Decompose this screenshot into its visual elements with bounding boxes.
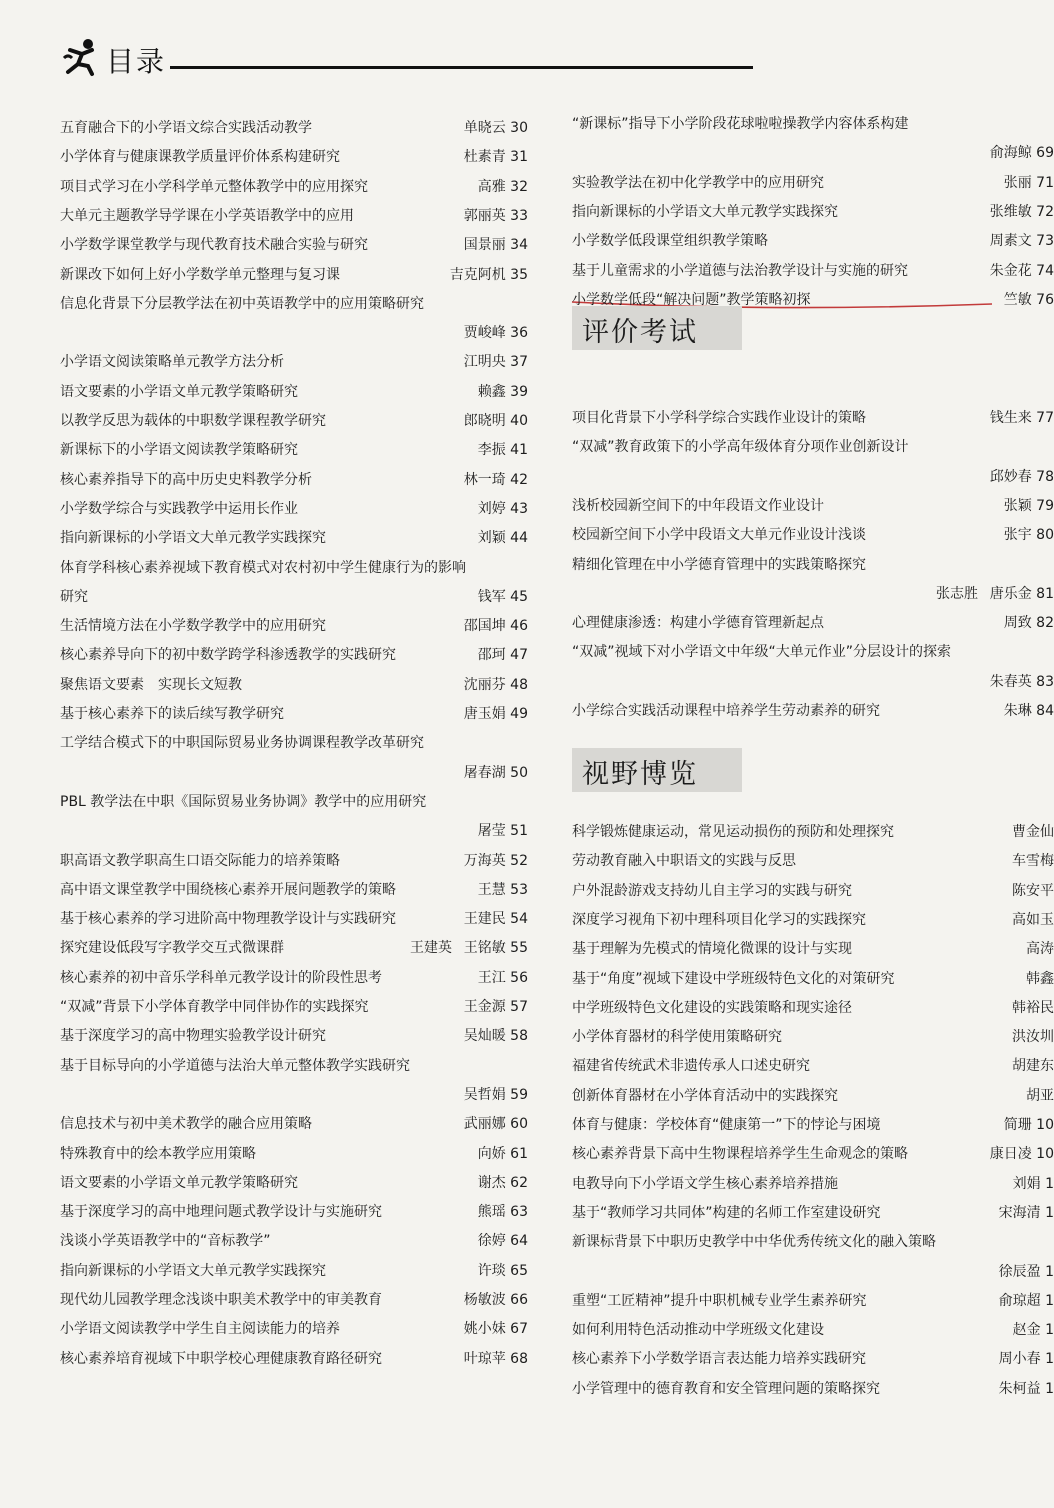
entry-title: 工学结合模式下的中职国际贸易业务协调课程教学改革研究	[60, 735, 424, 752]
entry-author-page: 王金源 57	[463, 999, 528, 1015]
entry-author-page: 郭丽英 33	[463, 207, 528, 224]
toc-entry	[572, 1347, 1054, 1371]
entry-author-page: 熊瑶 63	[477, 1204, 528, 1221]
entry-author-page: 王铭敏 55	[463, 940, 528, 957]
entry-title: 体育学科核心素养视域下教育模式对农村初中学生健康行为的影响	[60, 559, 466, 576]
entry-title: 语文要素的小学语文单元教学策略研究	[60, 1174, 298, 1191]
entry-author-page: 李振 41	[477, 442, 528, 459]
entry-title: 小学综合实践活动课程中培养学生劳动素养的研究	[572, 703, 880, 719]
entry-author-page: 洪汝圳	[1012, 1029, 1054, 1046]
entry-title: 大单元主题教学导学课在小学英语教学中的应用	[60, 207, 354, 224]
entry-title: 指向新课标的小学语文大单元教学实践探究	[572, 203, 838, 220]
toc-entry	[60, 468, 528, 492]
entry-title: 五育融合下的小学语文综合实践活动教学	[60, 120, 312, 136]
toc-entry	[572, 171, 1054, 195]
toc-entry	[572, 1289, 1054, 1313]
running-figure-logo-icon	[62, 36, 102, 76]
entry-title: 小学数学低段课堂组织教学策略	[572, 233, 768, 250]
toc-entry	[572, 141, 1054, 165]
entry-title: 基于核心素养的学习进阶高中物理教学设计与实践研究	[60, 911, 396, 928]
toc-entry	[60, 995, 528, 1019]
toc-entry	[60, 1083, 528, 1107]
toc-entry	[572, 967, 1054, 991]
toc-entry	[60, 175, 528, 199]
entry-title: 精细化管理在中小学德育管理中的实践策略探究	[572, 556, 866, 573]
toc-entry	[60, 1229, 528, 1253]
entry-author-page: 吴哲娟 59	[463, 1086, 528, 1103]
entry-title: “双减”背景下小学体育教学中同伴协作的实践探究	[60, 999, 369, 1015]
entry-title: 核心素养背景下高中生物课程培养学生生命观念的策略	[572, 1146, 908, 1163]
entry-title: 小学数学课堂教学与现代教育技术融合实验与研究	[60, 237, 368, 254]
entry-author-page: 高涛	[1026, 941, 1054, 958]
entry-author-page: 徐婷 64	[477, 1233, 528, 1250]
toc-entry	[572, 1318, 1054, 1342]
toc-entry	[60, 702, 528, 726]
entry-author-page: 高如玉	[1012, 911, 1054, 928]
entry-title: PBL 教学法在中职《国际贸易业务协调》教学中的应用研究	[60, 793, 427, 810]
entry-author-page: 康日凌 10	[989, 1146, 1054, 1163]
entry-author-page: 邱妙春 78	[989, 468, 1054, 485]
entry-title: 小学数学综合与实践教学中运用长作业	[60, 500, 298, 517]
entry-title: 新课改下如何上好小学数学单元整理与复习课	[60, 266, 340, 283]
entry-title: 小学体育与健康课教学质量评价体系构建研究	[60, 149, 340, 166]
entry-author-page: 简珊 10	[1003, 1117, 1054, 1133]
entry-author-page: 朱春英 83	[989, 673, 1054, 690]
entry-author-page: 车雪梅	[1012, 853, 1054, 870]
entry-author-page: 张丽 71	[1003, 174, 1054, 191]
entry-author-page: 林一琦 42	[463, 471, 528, 488]
entry-title: 研究	[60, 588, 88, 605]
entry-author-page: 赖鑫 39	[477, 383, 528, 400]
toc-entry	[572, 1025, 1054, 1049]
toc-entry	[60, 1171, 528, 1195]
entry-author-page: 韩裕民	[1012, 999, 1054, 1016]
entry-coauthor: 张志胜	[936, 585, 978, 602]
toc-entry	[572, 582, 1054, 606]
entry-author-page: 吴灿暖 58	[463, 1028, 528, 1045]
entry-title: 信息化背景下分层教学法在初中英语教学中的应用策略研究	[60, 295, 424, 312]
entry-title: 小学语文阅读教学中学生自主阅读能力的培养	[60, 1321, 340, 1338]
toc-entry	[60, 409, 528, 433]
entry-author-page: 竺敏 76	[1003, 291, 1054, 308]
entry-title: 高中语文课堂教学中围绕核心素养开展问题教学的策略	[60, 881, 396, 898]
toc-entry	[60, 1054, 528, 1078]
section-title: 视野博览	[582, 759, 698, 790]
entry-title: 指向新课标的小学语文大单元教学实践探究	[60, 1262, 326, 1279]
toc-entry	[60, 1112, 528, 1136]
entry-title: 语文要素的小学语文单元教学策略研究	[60, 383, 298, 400]
entry-title: 深度学习视角下初中理科项目化学习的实践探究	[572, 911, 866, 928]
toc-entry	[60, 643, 528, 667]
entry-title: 新课标背景下中职历史教学中中华优秀传统文化的融入策略	[572, 1234, 936, 1251]
toc-entry	[60, 438, 528, 462]
entry-title: 如何利用特色活动推动中学班级文化建设	[572, 1322, 824, 1339]
entry-title: 基于深度学习的高中物理实验教学设计研究	[60, 1028, 326, 1045]
entry-author-page: 武丽娜 60	[463, 1116, 528, 1133]
entry-author-page: 姚小妹 67	[463, 1321, 528, 1338]
toc-entry	[60, 673, 528, 697]
toc-entry	[60, 966, 528, 990]
toc-entry	[60, 819, 528, 843]
toc-entry	[60, 497, 528, 521]
toc-entry	[572, 553, 1054, 577]
entry-author-page: 刘娟 1	[1012, 1175, 1054, 1192]
entry-author-page: 钱生来 77	[989, 410, 1054, 426]
toc-entry	[572, 879, 1054, 903]
entry-title: 基于“教师学习共同体”构建的名师工作室建设研究	[572, 1204, 881, 1221]
entry-title: “双减”视域下对小学语文中年级“大单元作业”分层设计的探索	[572, 644, 952, 661]
entry-title: 小学语文阅读策略单元教学方法分析	[60, 354, 284, 371]
toc-entry	[572, 288, 1054, 312]
toc-entry	[60, 526, 528, 550]
entry-title: 小学数学低段“解决问题”教学策略初探	[572, 291, 811, 308]
entry-author-page: 邵珂 47	[477, 647, 528, 664]
section-header-vision	[572, 748, 742, 792]
toc-entry	[60, 233, 528, 257]
entry-author-page: 屠春湖 50	[463, 764, 528, 781]
entry-title: 基于理解为先模式的情境化微课的设计与实现	[572, 941, 852, 958]
entry-title: 基于目标导向的小学道德与法治大单元整体教学实践研究	[60, 1057, 410, 1074]
entry-title: 基于深度学习的高中地理问题式教学设计与实施研究	[60, 1204, 382, 1221]
entry-author-page: 刘颖 44	[477, 530, 528, 547]
entry-title: 核心素养下小学数学语言表达能力培养实践研究	[572, 1351, 866, 1368]
entry-author-page: 沈丽芬 48	[463, 676, 528, 693]
toc-right-column	[572, 0, 1054, 1508]
entry-author-page: 王江 56	[477, 969, 528, 986]
entry-author-page: 宋海清 1	[998, 1204, 1054, 1221]
entry-author-page: 杜素青 31	[463, 149, 528, 166]
entry-title: 特殊教育中的绘本教学应用策略	[60, 1145, 256, 1162]
entry-author-page: 周致 82	[1003, 615, 1054, 632]
toc-entry	[60, 556, 528, 580]
section-title: 评价考试	[582, 317, 698, 348]
entry-author-page: 周小春 1	[998, 1351, 1054, 1368]
entry-author-page: 许琰 65	[477, 1262, 528, 1279]
toc-entry	[572, 1113, 1054, 1137]
toc-entry	[60, 116, 528, 140]
entry-title: 基于“角度”视域下建设中学班级特色文化的对策研究	[572, 970, 895, 987]
toc-entry	[572, 1377, 1054, 1401]
entry-title: 生活情境方法在小学数学教学中的应用研究	[60, 618, 326, 635]
entry-author-page: 俞海鲸 69	[989, 145, 1054, 162]
toc-entry	[572, 465, 1054, 489]
entry-author-page: 江明央 37	[463, 354, 528, 371]
toc-entry	[572, 640, 1054, 664]
toc-entry	[572, 699, 1054, 723]
entry-title: 核心素养指导下的高中历史史料教学分析	[60, 471, 312, 488]
toc-entry	[60, 263, 528, 287]
section-header-evaluation	[572, 306, 742, 350]
entry-author-page: 朱柯益 1	[998, 1380, 1054, 1397]
toc-entry	[60, 1317, 528, 1341]
entry-author-page: 王慧 53	[477, 881, 528, 898]
entry-author-page: 周素文 73	[989, 233, 1054, 250]
entry-author-page: 张宇 80	[1003, 527, 1054, 544]
toc-entry	[60, 321, 528, 345]
toc-entry	[60, 614, 528, 638]
toc-entry	[60, 849, 528, 873]
toc-entry	[60, 204, 528, 228]
entry-title: 小学体育器材的科学使用策略研究	[572, 1029, 782, 1046]
toc-entry	[60, 350, 528, 374]
entry-title: 聚焦语文要素 实现长文短教	[60, 676, 242, 693]
toc-entry	[572, 229, 1054, 253]
entry-title: 体育与健康：学校体育“健康第一”下的悖论与困境	[572, 1117, 881, 1133]
entry-author-page: 屠莹 51	[477, 823, 528, 840]
entry-title: “新课标”指导下小学阶段花球啦啦操教学内容体系构建	[572, 116, 909, 132]
toc-entry	[60, 1259, 528, 1283]
toc-entry	[572, 1054, 1054, 1078]
entry-author-page: 向娇 61	[477, 1145, 528, 1162]
entry-author-page: 胡建东	[1012, 1058, 1054, 1075]
entry-author-page: 张维敏 72	[989, 203, 1054, 220]
entry-title: 创新体育器材在小学体育活动中的实践探究	[572, 1087, 838, 1104]
entry-title: 福建省传统武术非遗传承人口述史研究	[572, 1058, 810, 1075]
entry-title: 探究建设低段写字教学交互式微课群	[60, 940, 284, 957]
entry-title: 信息技术与初中美术教学的融合应用策略	[60, 1116, 312, 1133]
toc-entry	[60, 907, 528, 931]
entry-title: 项目化背景下小学科学综合实践作业设计的策略	[572, 410, 866, 426]
toc-entry	[572, 259, 1054, 283]
toc-entry	[572, 435, 1054, 459]
entry-author-page: 俞琼超 1	[998, 1292, 1054, 1309]
entry-author-page: 陈安平	[1012, 882, 1054, 899]
entry-author-page: 胡亚	[1026, 1087, 1054, 1104]
toc-entry	[60, 292, 528, 316]
toc-entry	[572, 200, 1054, 224]
entry-title: 重塑“工匠精神”提升中职机械专业学生素养研究	[572, 1292, 867, 1309]
entry-author-page: 朱金花 74	[989, 262, 1054, 279]
toc-entry	[60, 1142, 528, 1166]
toc-entry	[572, 820, 1054, 844]
toc-entry	[572, 1142, 1054, 1166]
toc-entry	[60, 145, 528, 169]
toc-entry	[60, 878, 528, 902]
toc-entry	[572, 849, 1054, 873]
entry-author-page: 王建民 54	[463, 911, 528, 928]
entry-author-page: 曹金仙	[1012, 824, 1054, 840]
page-title: 目录	[106, 45, 167, 78]
toc-entry	[572, 670, 1054, 694]
toc-entry	[60, 731, 528, 755]
toc-entry	[60, 1200, 528, 1224]
entry-title: 中学班级特色文化建设的实践策略和现实途径	[572, 999, 852, 1016]
entry-title: 电教导向下小学语文学生核心素养培养措施	[572, 1175, 838, 1192]
entry-author-page: 谢杰 62	[477, 1174, 528, 1191]
entry-author-page: 叶琼苹 68	[463, 1350, 528, 1367]
toc-entry	[572, 908, 1054, 932]
entry-title: 实验教学法在初中化学教学中的应用研究	[572, 174, 824, 191]
entry-author-page: 朱琳 84	[1003, 703, 1054, 719]
toc-entry	[60, 790, 528, 814]
entry-author-page: 赵金 1	[1012, 1322, 1054, 1339]
entry-author-page: 邵国坤 46	[463, 618, 528, 635]
toc-entry	[572, 1260, 1054, 1284]
entry-title: 基于核心素养下的读后续写教学研究	[60, 706, 284, 722]
entry-title: 以教学反思为载体的中职数学课程教学研究	[60, 413, 326, 429]
entry-title: 核心素养的初中音乐学科单元教学设计的阶段性思考	[60, 969, 382, 986]
entry-author-page: 唐玉娟 49	[463, 706, 528, 722]
entry-author-page: 高雅 32	[477, 178, 528, 195]
entry-author-page: 杨敏波 66	[463, 1292, 528, 1308]
entry-author-page: 国景丽 34	[463, 237, 528, 254]
entry-author-page: 贾峻峰 36	[463, 325, 528, 342]
toc-entry	[572, 523, 1054, 547]
entry-author-page: 单晓云 30	[463, 120, 528, 136]
entry-title: 浅谈小学英语教学中的“音标教学”	[60, 1233, 271, 1250]
entry-title: 核心素养培育视域下中职学校心理健康教育路径研究	[60, 1350, 382, 1367]
entry-title: 指向新课标的小学语文大单元教学实践探究	[60, 530, 326, 547]
entry-title: 小学管理中的德育教育和安全管理问题的策略探究	[572, 1380, 880, 1397]
toc-entry	[572, 1084, 1054, 1108]
entry-title: “双减”教育政策下的小学高年级体育分项作业创新设计	[572, 439, 909, 456]
entry-title: 核心素养导向下的初中数学跨学科渗透教学的实践研究	[60, 647, 396, 664]
toc-entry	[572, 1172, 1054, 1196]
toc-entry	[572, 494, 1054, 518]
toc-entry	[572, 406, 1054, 430]
entry-title: 心理健康渗透：构建小学德育管理新起点	[572, 615, 824, 632]
toc-entry	[60, 761, 528, 785]
toc-entry	[60, 1024, 528, 1048]
toc-entry	[60, 1288, 528, 1312]
entry-author-page: 郎晓明 40	[463, 413, 528, 429]
entry-title: 现代幼儿园教学理念浅谈中职美术教学中的审美教育	[60, 1292, 382, 1308]
entry-title: 新课标下的小学语文阅读教学策略研究	[60, 442, 298, 459]
entry-title: 基于儿童需求的小学道德与法治教学设计与实施的研究	[572, 262, 908, 279]
toc-entry	[572, 996, 1054, 1020]
entry-title: 校园新空间下小学中段语文大单元作业设计浅谈	[572, 527, 866, 544]
entry-title: 户外混龄游戏支持幼儿自主学习的实践与研究	[572, 882, 852, 899]
toc-entry	[60, 936, 528, 960]
entry-author-page: 张颖 79	[1003, 497, 1054, 514]
entry-author-page: 吉克阿机 35	[449, 266, 528, 283]
entry-title: 职高语文教学职高生口语交际能力的培养策略	[60, 852, 340, 869]
toc-entry	[572, 611, 1054, 635]
toc-entry	[60, 585, 528, 609]
entry-author-page: 刘婷 43	[477, 500, 528, 517]
toc-entry	[60, 380, 528, 404]
entry-title: 项目式学习在小学科学单元整体教学中的应用探究	[60, 178, 368, 195]
entry-author-page: 万海英 52	[463, 852, 528, 869]
toc-entry	[60, 1347, 528, 1371]
entry-title: 浅析校园新空间下的中年段语文作业设计	[572, 497, 824, 514]
toc-entry	[572, 1201, 1054, 1225]
entry-title: 劳动教育融入中职语文的实践与反思	[572, 853, 796, 870]
entry-coauthor: 王建英	[410, 940, 452, 957]
toc-entry	[572, 1230, 1054, 1254]
entry-author-page: 韩鑫	[1026, 970, 1054, 987]
entry-author-page: 钱军 45	[477, 588, 528, 605]
toc-entry	[572, 937, 1054, 961]
entry-author-page: 唐乐金 81	[989, 585, 1054, 602]
toc-entry	[572, 112, 1054, 136]
entry-author-page: 徐辰盈 1	[998, 1263, 1054, 1280]
entry-title: 科学锻炼健康运动，常见运动损伤的预防和处理探究	[572, 824, 894, 840]
